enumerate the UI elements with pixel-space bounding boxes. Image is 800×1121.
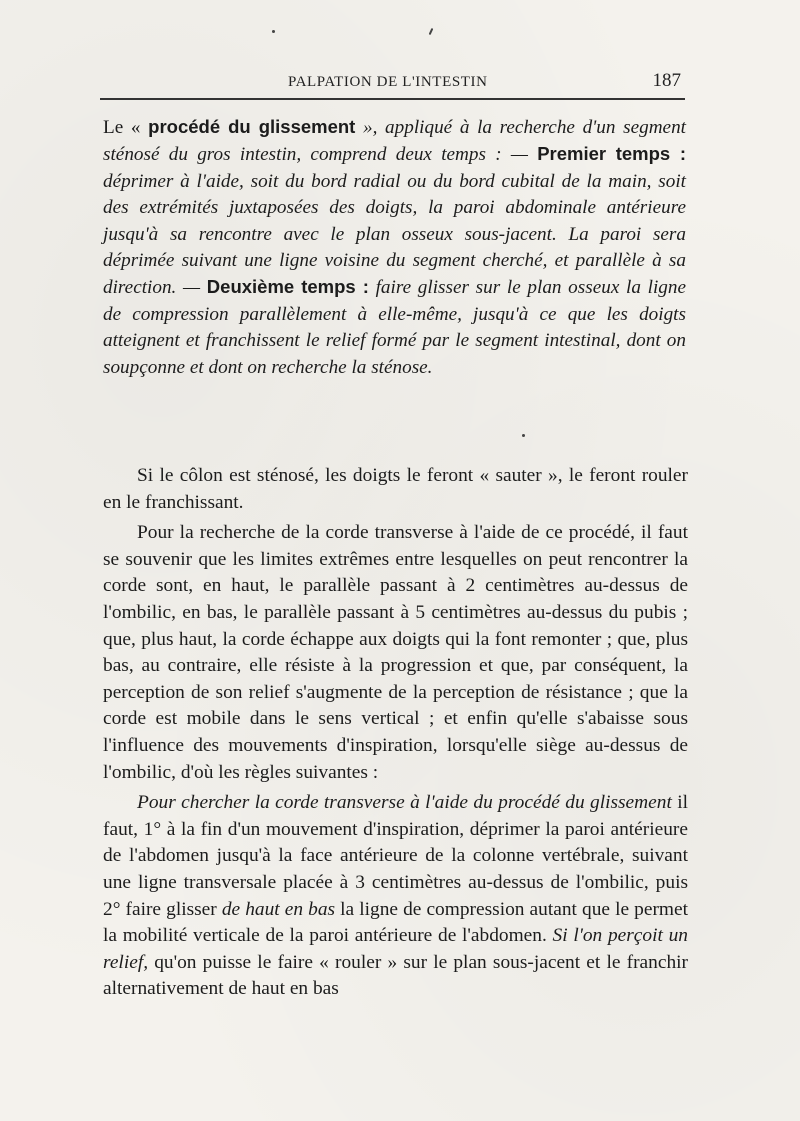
rule-text: il faut, 1° à la fin d'un mouvement d'inspiration, déprimer la paroi antérieure de l'abdomen jusqu'à la face antérieure de la colonne vertébrale, suivant une ligne transversale placée à 3 centimètres au-dessus de l'ombilic, puis 2° faire glisser xyxy=(103,792,688,920)
summary-paragraph xyxy=(103,114,686,381)
body-paragraph xyxy=(103,790,688,1003)
first-step-heading: Premier temps : xyxy=(537,143,686,165)
summary-text: Le « xyxy=(103,117,149,138)
second-step-text: faire glisser sur le plan osseux la ligne de compression parallèlement à elle-même, jusqu'à ce que les doigts atteignent et franchissent le relief formé par le segment intestinal, dont on soupçonne et dont on recherche la sténose. xyxy=(103,277,686,378)
second-step-heading: Deuxième temps : xyxy=(206,276,369,298)
rule-emphasis: Si l'on perçoit un relief, xyxy=(103,925,688,973)
summary-text: », appliqué à la recherche d'un segment sténosé du gros intestin, comprend deux temps : — xyxy=(103,117,686,166)
rule-emphasis: de haut en bas xyxy=(221,898,336,920)
procedure-name: procédé du glissement xyxy=(148,116,356,137)
rule-text: qu'on puisse le faire « rouler » sur le plan sous-jacent et le franchir alternativement de haut en bas xyxy=(103,951,688,1000)
body-paragraph: Si le côlon est sténosé, les doigts le feront « sauter », le feront rouler en le franchissant. xyxy=(103,465,688,513)
ink-speck xyxy=(522,434,525,437)
body-paragraph: Pour la recherche de la corde transverse à l'aide de ce procédé, il faut se souvenir que les limites extrêmes entre lesquelles on peut rencontrer la corde sont, en haut, le parallèle passant à 2 centimètres au-dessus de l'ombilic, en bas, le parallèle passant à 5 centimètres au-dessus du pubis ; que, plus haut, la corde échappe aux doigts qui la font remonter ; que, plus bas, au contraire, elle résiste à la progression et que, par conséquent, la perception de son relief s'augmente de la perception de résistance ; que la corde est mobile dans le sens vertical ; et enfin qu'elle s'abaisse sous l'influence des mouvements d'inspiration, lorsqu'elle siège au-dessus de l'ombilic, d'où les règles suivantes : xyxy=(103,522,688,783)
rule-heading: Pour chercher la corde transverse à l'aide du procédé du glissement xyxy=(137,792,672,814)
running-title: PALPATION DE L'INTESTIN xyxy=(288,74,488,90)
ink-speck xyxy=(272,30,275,33)
page-header xyxy=(100,68,685,100)
body-text xyxy=(103,463,688,1003)
page-number: 187 xyxy=(652,70,681,91)
first-step-text: déprimer à l'aide, soit du bord radial ou du bord cubital de la main, soit des extrémités juxtaposées des doigts, la paroi abdominale antérieure jusqu'à sa rencontre avec le plan osseux sous-jacent. La paroi sera déprimée suivant une ligne voisine du segment cherché, et parallèle à sa direction. — xyxy=(103,170,686,299)
ink-speck xyxy=(429,28,434,35)
rule-text: la ligne de compression autant que le permet la mobilité verticale de la paroi antérieure de l'abdomen. xyxy=(103,898,688,947)
